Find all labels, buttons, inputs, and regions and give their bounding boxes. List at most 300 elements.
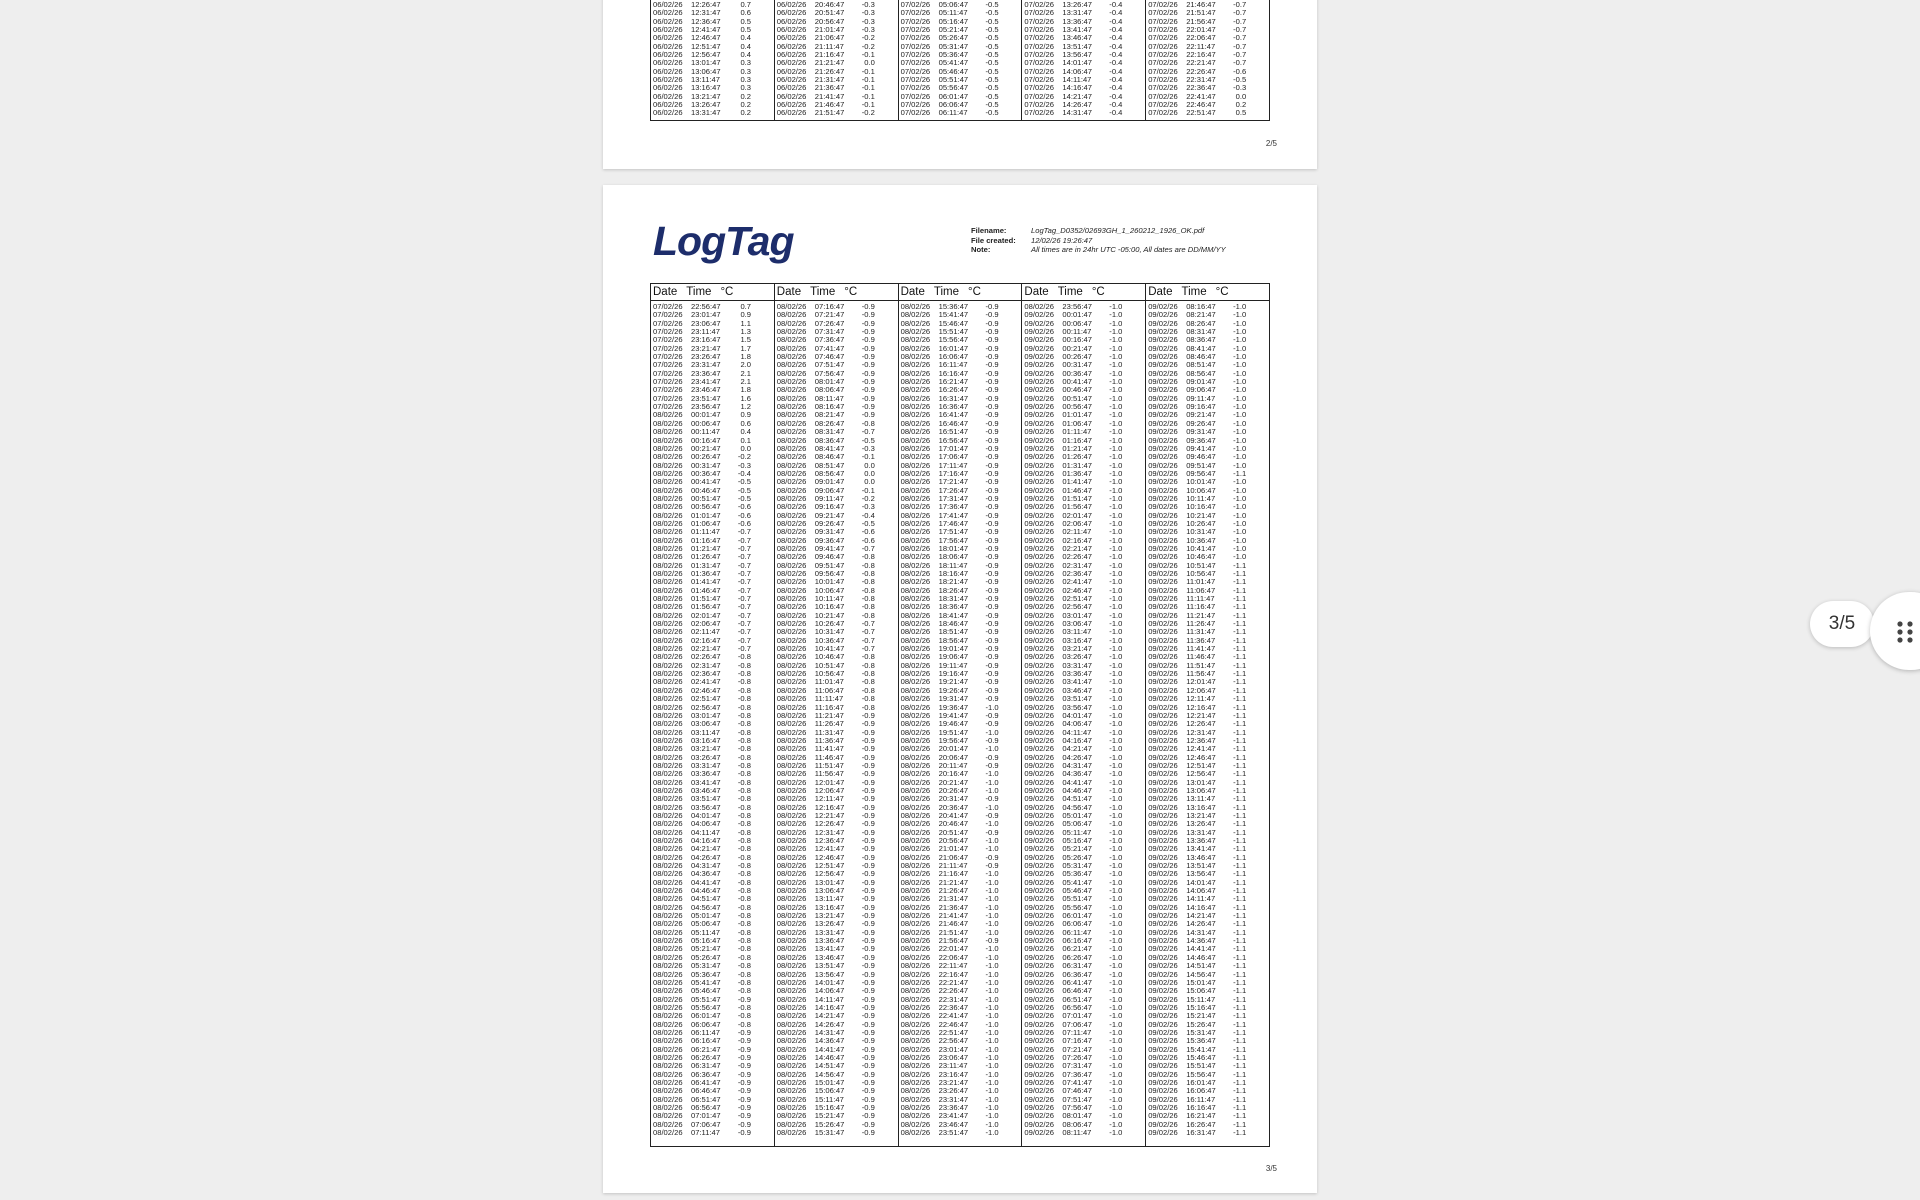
file-info bbox=[971, 226, 1226, 255]
cell-date: 09/02/26 bbox=[1024, 944, 1054, 954]
cell-date: 09/02/26 bbox=[1148, 852, 1178, 862]
cell-temp: -0.9 bbox=[985, 644, 999, 654]
cell-temp: -0.9 bbox=[737, 1086, 751, 1096]
header-time: Time bbox=[810, 286, 836, 298]
cell-time: 04:56:47 bbox=[1062, 802, 1092, 812]
cell-date: 08/02/26 bbox=[653, 1094, 683, 1104]
cell-time: 02:41:47 bbox=[1062, 577, 1092, 587]
cell-temp: -1.0 bbox=[1109, 919, 1123, 929]
cell-date: 09/02/26 bbox=[1148, 377, 1178, 387]
cell-time: 03:21:47 bbox=[691, 744, 721, 754]
cell-time: 05:36:47 bbox=[938, 50, 969, 60]
cell-date: 07/02/26 bbox=[653, 327, 683, 337]
cell-time: 01:06:47 bbox=[691, 518, 721, 528]
cell-temp: -1.1 bbox=[1233, 1052, 1247, 1062]
cell-date: 08/02/26 bbox=[900, 986, 931, 996]
cell-time: 05:16:47 bbox=[938, 16, 969, 26]
cell-temp: -1.1 bbox=[1233, 861, 1247, 871]
cell-date: 08/02/26 bbox=[653, 1119, 683, 1129]
cell-date: 08/02/26 bbox=[776, 810, 807, 820]
cell-temp: -0.9 bbox=[861, 852, 875, 862]
cell-temp: -0.5 bbox=[985, 16, 999, 26]
cell-date: 08/02/26 bbox=[653, 627, 683, 637]
cell-time: 18:01:47 bbox=[938, 543, 969, 553]
cell-date: 08/02/26 bbox=[900, 460, 931, 470]
cell-temp: -0.7 bbox=[1233, 50, 1247, 60]
cell-time: 14:31:47 bbox=[814, 1027, 845, 1037]
cell-time: 14:36:47 bbox=[814, 1036, 845, 1046]
cell-temp: -1.0 bbox=[985, 1027, 999, 1037]
cell-time: 13:46:47 bbox=[1062, 33, 1092, 43]
cell-date: 09/02/26 bbox=[1024, 710, 1054, 720]
cell-temp: -0.8 bbox=[737, 977, 751, 987]
cell-date: 08/02/26 bbox=[776, 1044, 807, 1054]
cell-time: 21:21:47 bbox=[814, 58, 845, 68]
cell-time: 13:31:47 bbox=[1186, 827, 1216, 837]
cell-time: 06:11:47 bbox=[1062, 927, 1092, 937]
cell-time: 07:51:47 bbox=[814, 360, 845, 370]
cell-time: 06:51:47 bbox=[1062, 994, 1092, 1004]
cell-time: 21:11:47 bbox=[938, 861, 968, 871]
cell-temp: -0.9 bbox=[861, 719, 875, 729]
cell-date: 08/02/26 bbox=[900, 685, 931, 695]
cell-time: 05:41:47 bbox=[938, 58, 969, 68]
cell-date: 09/02/26 bbox=[1148, 902, 1178, 912]
cell-time: 05:21:47 bbox=[691, 944, 721, 954]
cell-time: 07:21:47 bbox=[814, 310, 845, 320]
cell-temp: -0.9 bbox=[985, 569, 999, 578]
cell-date: 09/02/26 bbox=[1024, 785, 1054, 795]
cell-time: 09:31:47 bbox=[1186, 427, 1216, 437]
cell-time: 03:26:47 bbox=[691, 752, 721, 762]
cell-time: 22:36:47 bbox=[1186, 83, 1216, 93]
cell-date: 08/02/26 bbox=[776, 977, 807, 987]
cell-temp: -0.7 bbox=[737, 594, 751, 604]
cell-time: 11:11:47 bbox=[1186, 594, 1215, 604]
cell-date: 08/02/26 bbox=[900, 410, 931, 420]
cell-temp: -1.0 bbox=[1109, 852, 1123, 862]
cell-temp: -1.1 bbox=[1233, 911, 1247, 921]
cell-temp: -0.9 bbox=[737, 1027, 751, 1037]
cell-temp: -1.0 bbox=[1109, 510, 1123, 520]
cell-time: 04:31:47 bbox=[691, 861, 721, 871]
cell-date: 09/02/26 bbox=[1148, 752, 1178, 762]
cell-time: 07:11:47 bbox=[691, 1128, 720, 1138]
cell-date: 08/02/26 bbox=[776, 852, 807, 862]
cell-time: 03:51:47 bbox=[691, 794, 721, 804]
cell-date: 08/02/26 bbox=[900, 393, 931, 403]
cell-time: 03:11:47 bbox=[1062, 627, 1092, 637]
cell-temp: -0.9 bbox=[985, 493, 999, 503]
table-row bbox=[901, 1129, 1022, 1137]
cell-date: 09/02/26 bbox=[1024, 510, 1054, 520]
cell-temp: -0.9 bbox=[985, 310, 999, 320]
cell-time: 01:46:47 bbox=[1062, 485, 1092, 495]
cell-time: 08:41:47 bbox=[814, 443, 845, 453]
cell-time: 13:51:47 bbox=[1062, 41, 1092, 51]
cell-temp: -0.9 bbox=[985, 418, 999, 428]
table-row bbox=[1148, 109, 1269, 117]
cell-date: 09/02/26 bbox=[1024, 435, 1054, 445]
cell-date: 08/02/26 bbox=[900, 343, 931, 353]
cell-temp: -1.0 bbox=[1109, 752, 1123, 762]
cell-temp: -0.8 bbox=[737, 894, 751, 904]
cell-time: 18:06:47 bbox=[938, 552, 969, 562]
cell-date: 08/02/26 bbox=[776, 535, 807, 545]
cell-temp: -0.8 bbox=[861, 694, 875, 704]
cell-temp: -0.8 bbox=[737, 752, 751, 762]
cell-time: 23:56:47 bbox=[1062, 302, 1092, 311]
cell-date: 08/02/26 bbox=[900, 727, 931, 737]
cell-temp: -0.9 bbox=[985, 352, 999, 362]
cell-date: 08/02/26 bbox=[653, 861, 683, 871]
header-unit: °C bbox=[720, 286, 734, 298]
cell-time: 03:16:47 bbox=[1062, 635, 1092, 645]
cell-date: 08/02/26 bbox=[900, 1036, 931, 1046]
header-date: Date bbox=[1148, 286, 1173, 298]
cell-date: 07/02/26 bbox=[1148, 100, 1178, 110]
cell-date: 08/02/26 bbox=[776, 302, 807, 311]
cell-date: 09/02/26 bbox=[1148, 719, 1178, 729]
cell-date: 07/02/26 bbox=[653, 368, 683, 378]
cell-date: 08/02/26 bbox=[900, 919, 931, 929]
cell-time: 11:46:47 bbox=[1186, 652, 1216, 662]
cell-date: 09/02/26 bbox=[1148, 994, 1178, 1004]
cell-temp: -0.9 bbox=[861, 810, 875, 820]
cell-temp: -1.0 bbox=[1233, 477, 1247, 487]
cell-temp: -1.0 bbox=[1233, 352, 1247, 362]
cell-temp: -0.7 bbox=[737, 585, 751, 595]
cell-time: 17:21:47 bbox=[938, 477, 969, 487]
cell-time: 12:16:47 bbox=[1186, 702, 1216, 712]
cell-time: 04:01:47 bbox=[1062, 710, 1092, 720]
cell-date: 09/02/26 bbox=[1148, 1119, 1178, 1129]
cell-time: 07:36:47 bbox=[814, 335, 845, 345]
cell-time: 05:31:47 bbox=[1062, 861, 1092, 871]
cell-temp: -0.9 bbox=[985, 535, 999, 545]
cell-date: 08/02/26 bbox=[776, 1069, 807, 1079]
column-header bbox=[899, 284, 1022, 301]
cell-time: 10:51:47 bbox=[1186, 560, 1216, 570]
cell-time: 20:56:47 bbox=[938, 836, 969, 845]
cell-temp: -1.0 bbox=[1233, 543, 1247, 553]
cell-temp: -1.0 bbox=[1109, 911, 1123, 921]
cell-time: 11:36:47 bbox=[1186, 635, 1216, 645]
cell-date: 09/02/26 bbox=[1148, 352, 1178, 362]
header-date: Date bbox=[900, 286, 925, 298]
cell-date: 09/02/26 bbox=[1024, 1094, 1054, 1104]
cell-time: 01:01:47 bbox=[691, 510, 721, 520]
cell-date: 08/02/26 bbox=[776, 443, 807, 453]
cell-temp: -1.0 bbox=[1109, 627, 1123, 637]
cell-date: 08/02/26 bbox=[653, 510, 683, 520]
cell-time: 15:31:47 bbox=[1186, 1027, 1216, 1037]
cell-temp: -1.0 bbox=[1109, 760, 1123, 770]
cell-date: 06/02/26 bbox=[653, 50, 683, 60]
cell-temp: -1.1 bbox=[1233, 1011, 1247, 1021]
cell-date: 09/02/26 bbox=[1024, 735, 1054, 745]
cell-date: 06/02/26 bbox=[776, 100, 807, 110]
cell-time: 14:16:47 bbox=[1186, 902, 1216, 912]
cell-temp: -1.0 bbox=[1109, 869, 1123, 879]
cell-time: 09:16:47 bbox=[1186, 402, 1216, 412]
cell-temp: -0.9 bbox=[861, 961, 875, 971]
cell-temp: -0.7 bbox=[737, 543, 751, 553]
cell-temp: -0.9 bbox=[861, 836, 875, 845]
cell-date: 08/02/26 bbox=[776, 669, 807, 679]
cell-date: 09/02/26 bbox=[1024, 827, 1054, 837]
cell-time: 17:16:47 bbox=[938, 468, 969, 478]
cell-date: 09/02/26 bbox=[1148, 318, 1178, 328]
cell-time: 10:31:47 bbox=[1186, 527, 1216, 537]
cell-date: 08/02/26 bbox=[653, 936, 683, 946]
cell-temp: -0.8 bbox=[861, 669, 875, 679]
cell-date: 09/02/26 bbox=[1024, 994, 1054, 1004]
cell-date: 08/02/26 bbox=[776, 1011, 807, 1021]
cell-date: 08/02/26 bbox=[900, 477, 931, 487]
cell-date: 09/02/26 bbox=[1148, 911, 1178, 921]
cell-time: 15:26:47 bbox=[814, 1119, 845, 1129]
cell-temp: -1.0 bbox=[1109, 694, 1123, 704]
cell-temp: -1.1 bbox=[1233, 644, 1247, 654]
cell-temp: -0.8 bbox=[861, 660, 875, 670]
cell-time: 09:51:47 bbox=[814, 560, 845, 570]
cell-time: 12:06:47 bbox=[814, 785, 845, 795]
cell-date: 08/02/26 bbox=[900, 977, 931, 987]
cell-date: 09/02/26 bbox=[1148, 460, 1178, 470]
cell-temp: -1.0 bbox=[1109, 1069, 1123, 1079]
cell-date: 08/02/26 bbox=[653, 552, 683, 562]
cell-date: 09/02/26 bbox=[1148, 969, 1178, 979]
cell-time: 12:36:47 bbox=[691, 16, 721, 26]
cell-temp: -1.0 bbox=[1233, 435, 1247, 445]
cell-date: 09/02/26 bbox=[1024, 677, 1054, 687]
cell-date: 08/02/26 bbox=[900, 493, 931, 503]
cell-temp: -1.1 bbox=[1233, 610, 1247, 620]
cell-time: 00:41:47 bbox=[691, 477, 721, 487]
cell-time: 13:36:47 bbox=[1186, 836, 1216, 845]
cell-date: 09/02/26 bbox=[1148, 1061, 1178, 1071]
cell-date: 08/02/26 bbox=[653, 877, 683, 887]
cell-date: 07/02/26 bbox=[900, 50, 931, 60]
cell-date: 08/02/26 bbox=[653, 685, 683, 695]
cell-time: 03:16:47 bbox=[691, 735, 721, 745]
cell-temp: -0.9 bbox=[861, 886, 875, 896]
cell-date: 08/02/26 bbox=[776, 452, 807, 462]
cell-temp: -0.9 bbox=[985, 677, 999, 687]
cell-time: 09:41:47 bbox=[814, 543, 845, 553]
cell-date: 08/02/26 bbox=[776, 685, 807, 695]
cell-time: 23:46:47 bbox=[938, 1119, 969, 1129]
cell-temp: -0.7 bbox=[737, 535, 751, 545]
cell-date: 08/02/26 bbox=[776, 969, 807, 979]
cell-time: 01:56:47 bbox=[691, 602, 721, 612]
cell-time: 03:31:47 bbox=[691, 760, 721, 770]
cell-temp: -0.8 bbox=[737, 902, 751, 912]
cell-time: 09:26:47 bbox=[814, 518, 845, 528]
cell-date: 08/02/26 bbox=[653, 644, 683, 654]
cell-temp: -0.8 bbox=[737, 936, 751, 946]
cell-time: 07:16:47 bbox=[1062, 1036, 1092, 1046]
cell-time: 18:36:47 bbox=[938, 602, 969, 612]
cell-temp: -0.3 bbox=[861, 8, 875, 18]
cell-temp: 1.1 bbox=[740, 318, 751, 328]
cell-time: 04:51:47 bbox=[691, 894, 721, 904]
cell-time: 14:26:47 bbox=[814, 1019, 845, 1029]
cell-date: 09/02/26 bbox=[1024, 1069, 1054, 1079]
cell-time: 23:56:47 bbox=[691, 402, 721, 412]
cell-time: 19:26:47 bbox=[938, 685, 969, 695]
cell-time: 09:26:47 bbox=[1186, 418, 1216, 428]
cell-date: 09/02/26 bbox=[1148, 744, 1178, 754]
cell-temp: -0.9 bbox=[861, 335, 875, 345]
cell-time: 03:36:47 bbox=[691, 769, 721, 779]
cell-date: 09/02/26 bbox=[1024, 952, 1054, 962]
cell-date: 07/02/26 bbox=[1024, 0, 1054, 9]
cell-date: 09/02/26 bbox=[1024, 752, 1054, 762]
cell-temp: -0.1 bbox=[861, 100, 875, 110]
cell-date: 07/02/26 bbox=[1024, 75, 1054, 85]
cell-date: 07/02/26 bbox=[1024, 50, 1054, 60]
cell-time: 07:06:47 bbox=[691, 1119, 721, 1129]
cell-date: 08/02/26 bbox=[900, 702, 931, 712]
cell-temp: -1.0 bbox=[1109, 886, 1123, 896]
cell-date: 07/02/26 bbox=[653, 310, 683, 320]
cell-temp: -0.9 bbox=[985, 452, 999, 462]
cell-time: 15:36:47 bbox=[938, 302, 969, 311]
table-row bbox=[1024, 109, 1145, 117]
cell-time: 19:36:47 bbox=[938, 702, 969, 712]
cell-temp: -0.8 bbox=[737, 669, 751, 679]
cell-date: 07/02/26 bbox=[1024, 108, 1054, 118]
cell-date: 09/02/26 bbox=[1148, 769, 1178, 779]
cell-date: 09/02/26 bbox=[1148, 610, 1178, 620]
thumbnail-grid-button[interactable] bbox=[1870, 592, 1920, 670]
cell-date: 08/02/26 bbox=[900, 660, 931, 670]
cell-temp: -0.9 bbox=[985, 485, 999, 495]
cell-date: 09/02/26 bbox=[1148, 1069, 1178, 1079]
cell-time: 16:31:47 bbox=[938, 393, 969, 403]
cell-temp: -0.2 bbox=[861, 493, 875, 503]
cell-temp: -1.0 bbox=[985, 769, 999, 779]
cell-time: 08:56:47 bbox=[814, 468, 845, 478]
cell-time: 20:46:47 bbox=[814, 0, 845, 9]
cell-time: 21:51:47 bbox=[814, 108, 845, 118]
cell-time: 13:01:47 bbox=[691, 58, 721, 68]
cell-date: 08/02/26 bbox=[900, 527, 931, 537]
cell-time: 12:46:47 bbox=[1186, 752, 1216, 762]
cell-temp: -0.4 bbox=[1109, 33, 1123, 43]
cell-date: 09/02/26 bbox=[1024, 502, 1054, 512]
cell-date: 08/02/26 bbox=[776, 569, 807, 578]
cell-time: 13:26:47 bbox=[1062, 0, 1092, 9]
cell-temp: -0.8 bbox=[737, 777, 751, 787]
cell-time: 20:06:47 bbox=[938, 752, 969, 762]
cell-temp: -0.9 bbox=[985, 719, 999, 729]
cell-date: 09/02/26 bbox=[1024, 886, 1054, 896]
cell-time: 10:56:47 bbox=[1186, 569, 1216, 578]
cell-temp: -0.4 bbox=[1109, 8, 1123, 18]
cell-date: 09/02/26 bbox=[1024, 577, 1054, 587]
cell-temp: -1.0 bbox=[1233, 310, 1247, 320]
cell-time: 08:51:47 bbox=[814, 460, 845, 470]
cell-time: 23:26:47 bbox=[938, 1086, 969, 1096]
cell-time: 00:51:47 bbox=[691, 493, 721, 503]
page-indicator[interactable]: 3/5 bbox=[1810, 601, 1874, 647]
cell-date: 09/02/26 bbox=[1148, 919, 1178, 929]
cell-time: 19:51:47 bbox=[938, 727, 969, 737]
cell-date: 09/02/26 bbox=[1024, 969, 1054, 979]
cell-time: 16:56:47 bbox=[938, 435, 969, 445]
column-header bbox=[651, 284, 774, 301]
cell-date: 08/02/26 bbox=[776, 802, 807, 812]
cell-time: 05:36:47 bbox=[691, 969, 721, 979]
cell-date: 09/02/26 bbox=[1148, 1103, 1178, 1112]
cell-date: 08/02/26 bbox=[653, 986, 683, 996]
cell-time: 12:11:47 bbox=[814, 794, 844, 804]
cell-temp: -1.0 bbox=[1109, 710, 1123, 720]
cell-temp: -0.7 bbox=[737, 610, 751, 620]
cell-temp: -1.0 bbox=[1109, 652, 1123, 662]
cell-date: 09/02/26 bbox=[1024, 452, 1054, 462]
cell-time: 02:36:47 bbox=[1062, 569, 1092, 578]
cell-date: 09/02/26 bbox=[1024, 368, 1054, 378]
cell-date: 08/02/26 bbox=[776, 1077, 807, 1087]
cell-time: 03:51:47 bbox=[1062, 694, 1092, 704]
cell-date: 09/02/26 bbox=[1148, 627, 1178, 637]
cell-time: 19:16:47 bbox=[938, 669, 969, 679]
cell-date: 08/02/26 bbox=[1024, 302, 1054, 311]
cell-time: 10:41:47 bbox=[814, 644, 845, 654]
cell-time: 14:51:47 bbox=[1186, 961, 1216, 971]
cell-time: 20:11:47 bbox=[938, 760, 968, 770]
cell-time: 16:26:47 bbox=[1186, 1119, 1216, 1129]
cell-date: 09/02/26 bbox=[1148, 527, 1178, 537]
cell-date: 09/02/26 bbox=[1024, 919, 1054, 929]
cell-date: 08/02/26 bbox=[776, 393, 807, 403]
cell-temp: 1.8 bbox=[740, 385, 751, 395]
cell-time: 06:31:47 bbox=[1062, 961, 1092, 971]
cell-time: 00:01:47 bbox=[1062, 310, 1092, 320]
cell-temp: -0.8 bbox=[861, 560, 875, 570]
cell-temp: 0.2 bbox=[740, 108, 751, 118]
cell-time: 09:31:47 bbox=[814, 527, 845, 537]
cell-temp: -1.0 bbox=[1109, 794, 1123, 804]
cell-date: 06/02/26 bbox=[653, 41, 683, 51]
cell-date: 07/02/26 bbox=[1024, 100, 1054, 110]
cell-date: 07/02/26 bbox=[900, 41, 931, 51]
cell-time: 13:16:47 bbox=[691, 83, 721, 93]
cell-temp: 1.5 bbox=[740, 335, 751, 345]
cell-date: 08/02/26 bbox=[900, 1044, 931, 1054]
cell-time: 09:36:47 bbox=[814, 535, 845, 545]
cell-temp: -0.9 bbox=[861, 1103, 875, 1112]
cell-time: 23:01:47 bbox=[938, 1044, 969, 1054]
cell-date: 08/02/26 bbox=[900, 769, 931, 779]
cell-time: 01:21:47 bbox=[1062, 443, 1092, 453]
cell-date: 08/02/26 bbox=[776, 1027, 807, 1037]
cell-time: 15:01:47 bbox=[814, 1077, 845, 1087]
cell-time: 16:01:47 bbox=[938, 343, 969, 353]
cell-time: 05:26:47 bbox=[691, 952, 721, 962]
cell-date: 08/02/26 bbox=[900, 552, 931, 562]
cell-time: 09:21:47 bbox=[814, 510, 845, 520]
cell-time: 09:21:47 bbox=[1186, 410, 1216, 420]
cell-date: 09/02/26 bbox=[1148, 1002, 1178, 1012]
cell-temp: -1.1 bbox=[1233, 560, 1247, 570]
cell-time: 23:21:47 bbox=[691, 343, 721, 353]
cell-temp: -1.1 bbox=[1233, 727, 1247, 737]
